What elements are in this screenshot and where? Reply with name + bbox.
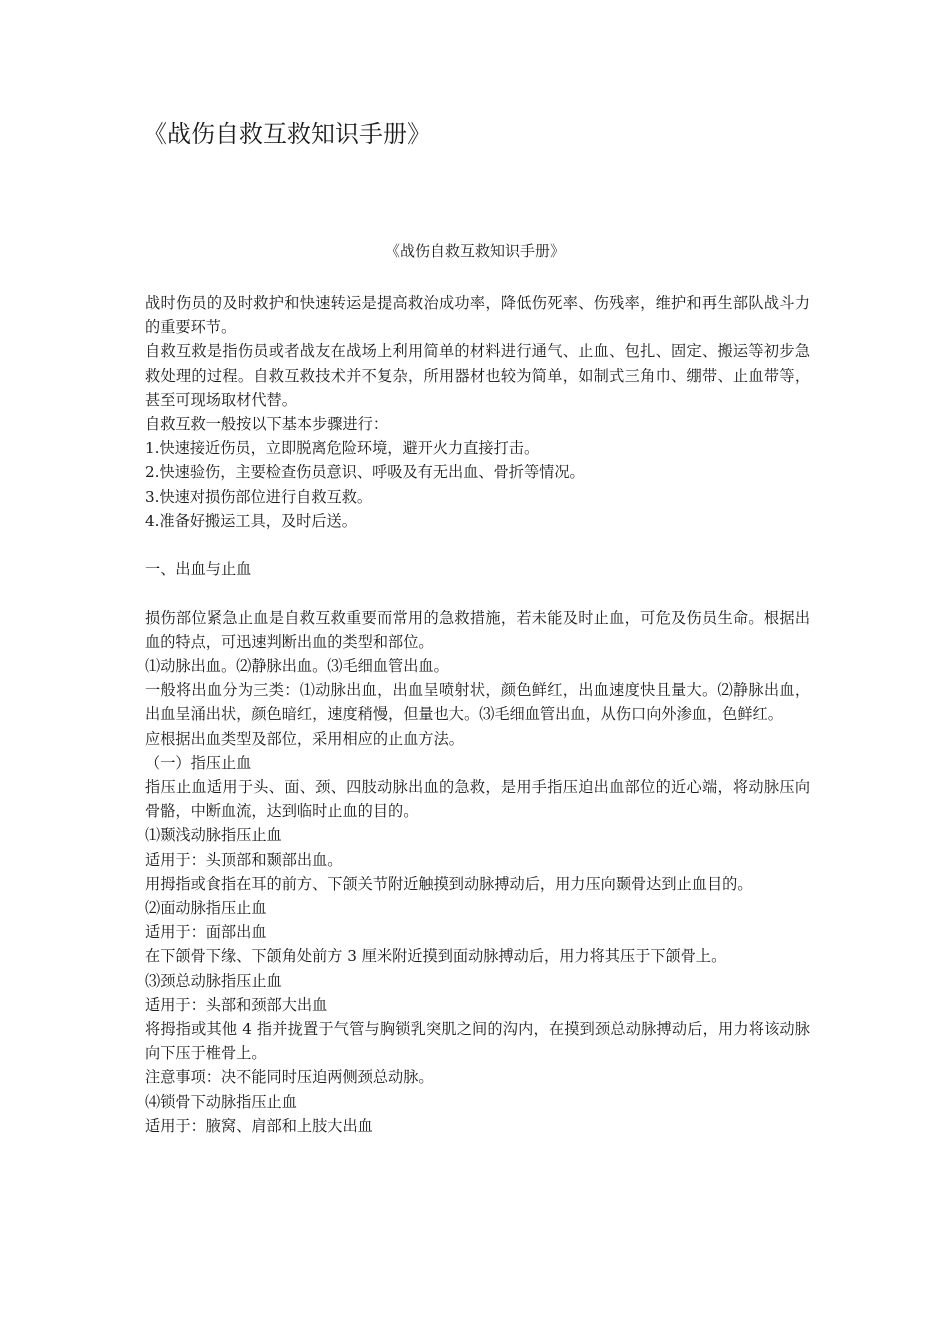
section-paragraph: 在下颌骨下缘、下颌角处前方 3 厘米附近摸到面动脉搏动后，用力将其压于下颌骨上。 bbox=[145, 947, 727, 966]
step-item: 4.准备好搬运工具，及时后送。 bbox=[145, 511, 357, 530]
section-paragraph: 适用于：头顶部和颞部出血。 bbox=[145, 850, 343, 869]
section-heading: 一、出血与止血 bbox=[145, 560, 252, 579]
step-item: 2.快速验伤，主要检查伤员意识、呼吸及有无出血、骨折等情况。 bbox=[145, 463, 585, 482]
section-paragraph: 适用于：头部和颈部大出血 bbox=[145, 995, 328, 1014]
item-heading: ⑶颈总动脉指压止血 bbox=[145, 971, 282, 990]
document-subtitle: 《战伤自救互救知识手册》 bbox=[384, 242, 565, 260]
section-paragraph: 损伤部位紧急止血是自救互救重要而常用的急救措施，若未能及时止血，可危及伤员生命。根据出血的特点，可迅速判断出血的类型和部位。 bbox=[145, 608, 810, 651]
item-heading: ⑷锁骨下动脉指压止血 bbox=[145, 1092, 297, 1111]
section-paragraph: 将拇指或其他 4 指并拢置于气管与胸锁乳突肌之间的沟内，在摸到颈总动脉搏动后，用力将该动脉向下压于椎骨上。 bbox=[145, 1020, 810, 1063]
section-paragraph: 指压止血适用于头、面、颈、四肢动脉出血的急救，是用手指压迫出血部位的近心端，将动脉压向骨骼，中断血流，达到临时止血的目的。 bbox=[145, 778, 810, 821]
intro-paragraph: 战时伤员的及时救护和快速转运是提高救治成功率，降低伤死率、伤残率，维护和再生部队战斗力的重要环节。 bbox=[145, 294, 810, 337]
step-item: 1.快速接近伤员，立即脱离危险环境，避开火力直接打击。 bbox=[145, 439, 540, 458]
section-paragraph: 适用于：面部出血 bbox=[145, 923, 267, 942]
intro-paragraph: 自救互救是指伤员或者战友在战场上利用简单的材料进行通气、止血、包扎、固定、搬运等初步急救处理的过程。自救互救技术并不复杂，所用器材也较为简单，如制式三角巾、绷带、止血带等，甚至可现场取材代替。 bbox=[145, 342, 810, 409]
section-paragraph: 注意事项：决不能同时压迫两侧颈总动脉。 bbox=[145, 1068, 434, 1087]
subsection-heading: （一）指压止血 bbox=[145, 753, 252, 772]
spacer bbox=[145, 581, 810, 605]
item-heading: ⑵面动脉指压止血 bbox=[145, 899, 267, 918]
document-body bbox=[145, 291, 810, 1138]
section-paragraph: 一般将出血分为三类：⑴动脉出血，出血呈喷射状，颜色鲜红，出血速度快且量大。⑵静脉出血，出血呈涌出状，颜色暗红，速度稍慢，但量也大。⑶毛细血管出血，从伤口向外渗血，色鲜红。 bbox=[145, 681, 810, 724]
document-title: 《战伤自救互救知识手册》 bbox=[143, 120, 431, 148]
section-paragraph: 用拇指或食指在耳的前方、下颌关节附近触摸到动脉搏动后，用力压向颞骨达到止血目的。 bbox=[145, 874, 753, 893]
step-item: 3.快速对损伤部位进行自救互救。 bbox=[145, 487, 373, 506]
section-paragraph: 应根据出血类型及部位，采用相应的止血方法。 bbox=[145, 729, 464, 748]
section-paragraph: ⑴动脉出血。⑵静脉出血。⑶毛细血管出血。 bbox=[145, 657, 449, 676]
intro-paragraph: 自救互救一般按以下基本步骤进行： bbox=[145, 415, 388, 434]
item-heading: ⑴颞浅动脉指压止血 bbox=[145, 826, 282, 845]
spacer bbox=[145, 533, 810, 557]
section-paragraph: 适用于：腋窝、肩部和上肢大出血 bbox=[145, 1116, 373, 1135]
